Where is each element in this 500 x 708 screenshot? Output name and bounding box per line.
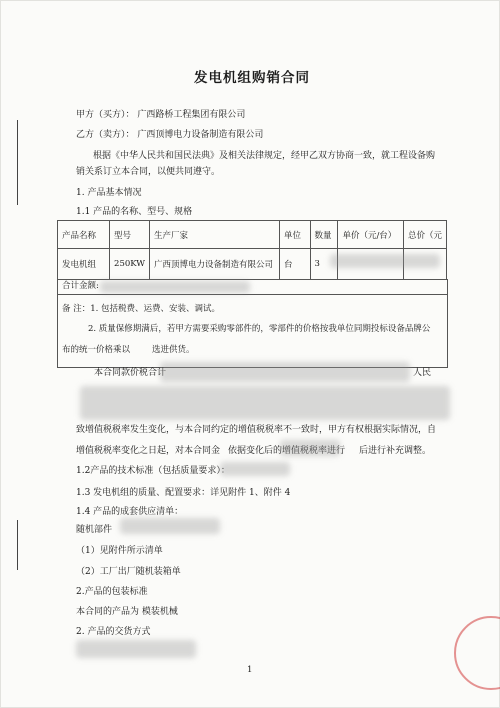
table-header-row	[58, 221, 447, 249]
party-b-name: 广西顶博电力设备制造有限公司	[137, 130, 264, 140]
binding-mark	[17, 120, 18, 205]
binding-mark	[17, 520, 18, 570]
list-item-1: （1）见附件所示清单	[76, 546, 163, 556]
note-line-1: 备 注：1. 包括税费、运费、安装、调试。	[62, 304, 221, 314]
party-b-line	[76, 129, 263, 141]
note-line-3	[62, 345, 195, 356]
table-header-cell: 总价（元	[403, 221, 446, 249]
table-header-cell: 单位	[279, 221, 310, 249]
document-title: 发电机组购销合同	[194, 70, 310, 86]
section-2-heading: 2.产品的包装标准	[76, 587, 148, 597]
redaction-blur	[80, 386, 450, 420]
redaction-blur	[160, 362, 410, 382]
note-line-3a: 布的统一价格乘以	[62, 345, 131, 355]
tax-para-line-4c: 后进行补充调整。	[359, 446, 432, 456]
section-1-1-heading: 1.1 产品的名称、型号、规格	[76, 207, 193, 217]
section-1-heading: 1. 产品基本情况	[76, 188, 142, 198]
tax-para-line-1: 本合同款价税合计	[94, 368, 167, 378]
table-cell: 广西顶博电力设备制造有限公司	[150, 249, 280, 280]
redaction-blur	[220, 462, 290, 476]
product-table	[57, 220, 447, 280]
tax-para-line-4	[76, 445, 431, 457]
intro-line-2: 销关系订立本合同，以便共同遵守。	[76, 167, 221, 177]
note-line-2: 2. 质量保修期满后，若甲方需要采购零部件的，零部件的价格按我单位同期投标设备品牌公	[88, 324, 431, 334]
redaction-blur	[76, 640, 196, 658]
table-cell: 3	[310, 249, 338, 280]
section-1-3-heading: 1.3 发电机组的质量、配置要求：详见附件 1、附件 4	[76, 488, 291, 498]
table-header-cell: 生产厂家	[150, 221, 280, 249]
total-label: 合计金额:	[62, 281, 99, 291]
page-number: 1	[247, 665, 253, 675]
table-cell: 250KW	[110, 249, 150, 280]
table-cell: 发电机组	[58, 249, 110, 280]
table-header-cell: 产品名称	[58, 221, 110, 249]
redaction-blur	[330, 254, 440, 268]
tax-para-line-4a: 增值税税率变化之日起，对本合同金	[76, 446, 221, 456]
table-cell: 台	[279, 249, 310, 280]
tax-para-line-1-end: 人民	[413, 368, 432, 378]
section-1-2-heading: 1.2产品的技术标准（包括质量要求）：	[76, 466, 230, 476]
redaction-blur	[280, 440, 340, 456]
company-seal-partial	[454, 616, 500, 690]
random-parts-heading: 随机部件	[76, 525, 113, 535]
section-1-4-heading: 1.4 产品的成套供应清单：	[76, 507, 184, 517]
tax-para-line-3: 致增值税税率发生变化，与本合同约定的增值税税率不一致时，甲方有权根据实际情况，自	[76, 425, 437, 435]
party-b-label: 乙方（卖方）：	[76, 130, 135, 140]
party-a-line	[76, 109, 245, 121]
table-header-cell: 单价（元/台）	[338, 221, 404, 249]
redaction-blur	[120, 518, 220, 534]
intro-line-1: 根据《中华人民共和国民法典》及相关法律规定，经甲乙双方协商一致，就工程设备购	[93, 151, 436, 161]
packaging-line: 本合同的产品为 模装机械	[76, 607, 178, 617]
tax-para-line-4b: 依据变化后的增值税税率进行	[228, 446, 346, 456]
note-line-3b: 选进供货。	[152, 345, 195, 355]
table-header-cell: 型号	[110, 221, 150, 249]
table-header-cell: 数量	[310, 221, 338, 249]
section-2-delivery-heading: 2. 产品的交货方式	[76, 627, 151, 637]
redaction-blur	[100, 281, 250, 293]
party-a-label: 甲方（买方）：	[76, 110, 135, 120]
party-a-name: 广西路桥工程集团有限公司	[137, 110, 246, 120]
list-item-2: （2）工厂出厂随机装箱单	[76, 567, 181, 577]
